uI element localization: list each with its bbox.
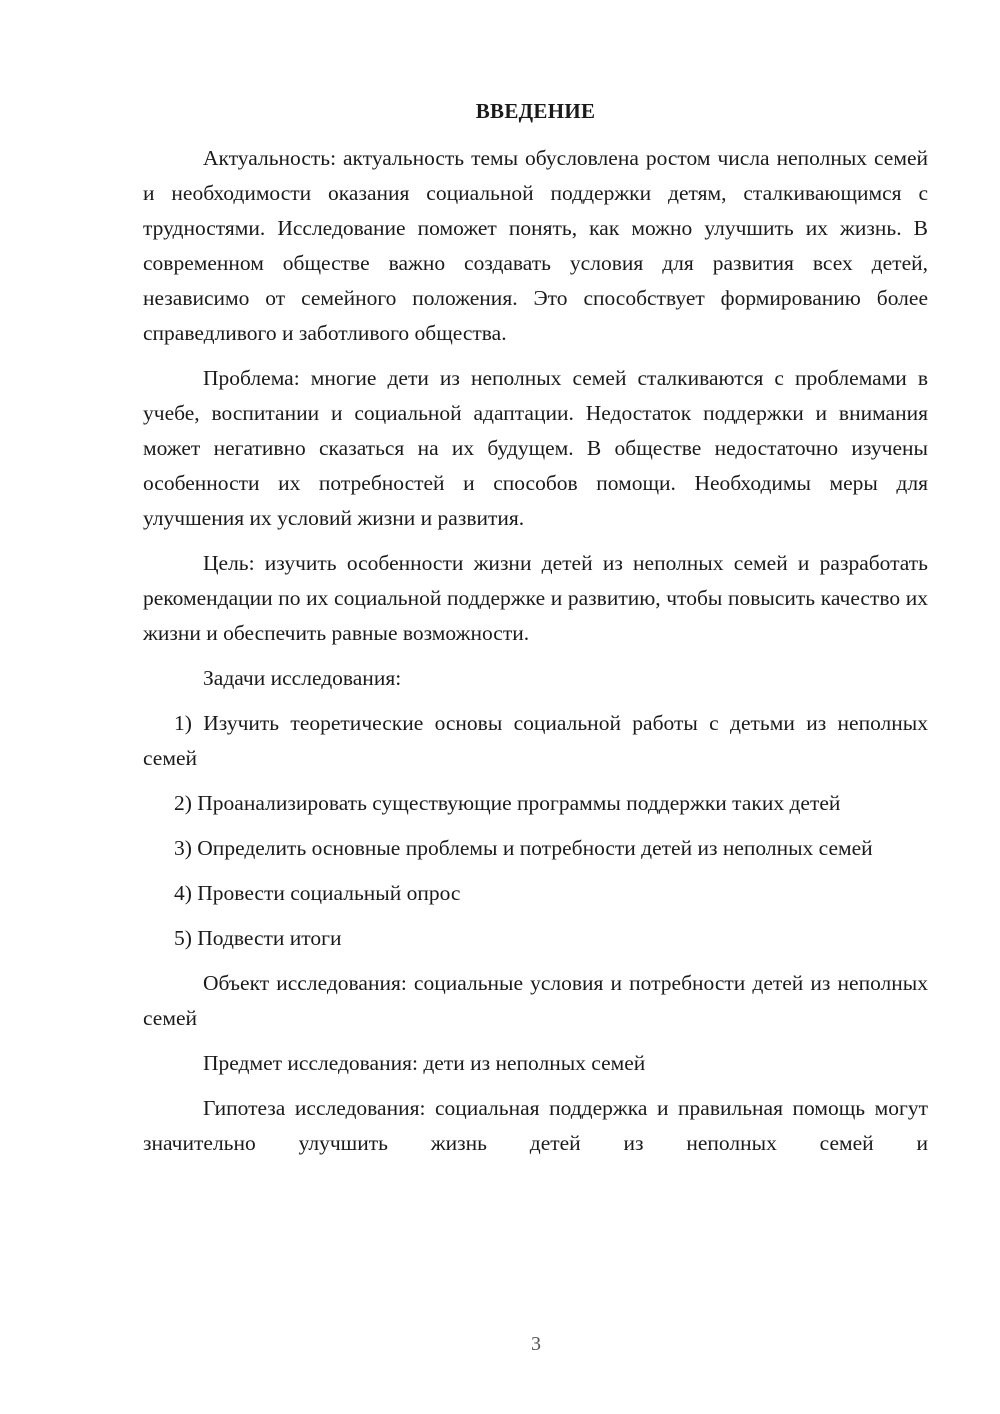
subject-paragraph: Предмет исследования: дети из неполных семей xyxy=(203,1051,646,1075)
object-paragraph: Объект исследования: социальные условия и потребности детей из неполных семей xyxy=(143,971,928,1030)
task-item-5: 5) Подвести итоги xyxy=(174,926,342,950)
relevance-paragraph: Актуальность: актуальность темы обусловлена ростом числа неполных семей и необходимости оказания социальной поддержки детям, сталкивающимся с трудностями. Исследование поможет понять, как можно улучшить их жизнь. В современном обществе важно создавать условия для развития всех детей, независимо от семейного положения. Это способствует формированию более справедливого и заботливого общества. xyxy=(143,146,928,345)
goal-paragraph: Цель: изучить особенности жизни детей из неполных семей и разработать рекомендации по их социальной поддержке и развитию, чтобы повысить качество их жизни и обеспечить равные возможности. xyxy=(143,551,928,645)
section-title: ВВЕДЕНИЕ xyxy=(475,99,596,123)
task-item-4: 4) Провести социальный опрос xyxy=(174,881,461,905)
task-item-3: 3) Определить основные проблемы и потребности детей из неполных семей xyxy=(174,836,873,860)
task-item-2: 2) Проанализировать существующие программы поддержки таких детей xyxy=(174,791,841,815)
document-page xyxy=(143,94,928,1171)
problem-paragraph: Проблема: многие дети из неполных семей сталкиваются с проблемами в учебе, воспитании и социальной адаптации. Недостаток поддержки и внимания может негативно сказаться на их будущем. В обществе недостаточно изучены особенности их потребностей и способов помощи. Необходимы меры для улучшения их условий жизни и развития. xyxy=(143,366,928,530)
page-number: 3 xyxy=(531,1333,541,1355)
hypothesis-paragraph: Гипотеза исследования: социальная поддержка и правильная помощь могут значительно улучшить жизнь детей из неполных семей и xyxy=(143,1096,928,1155)
task-item-1: 1) Изучить теоретические основы социальной работы с детьми из неполных семей xyxy=(143,711,928,770)
tasks-heading: Задачи исследования: xyxy=(203,666,402,690)
